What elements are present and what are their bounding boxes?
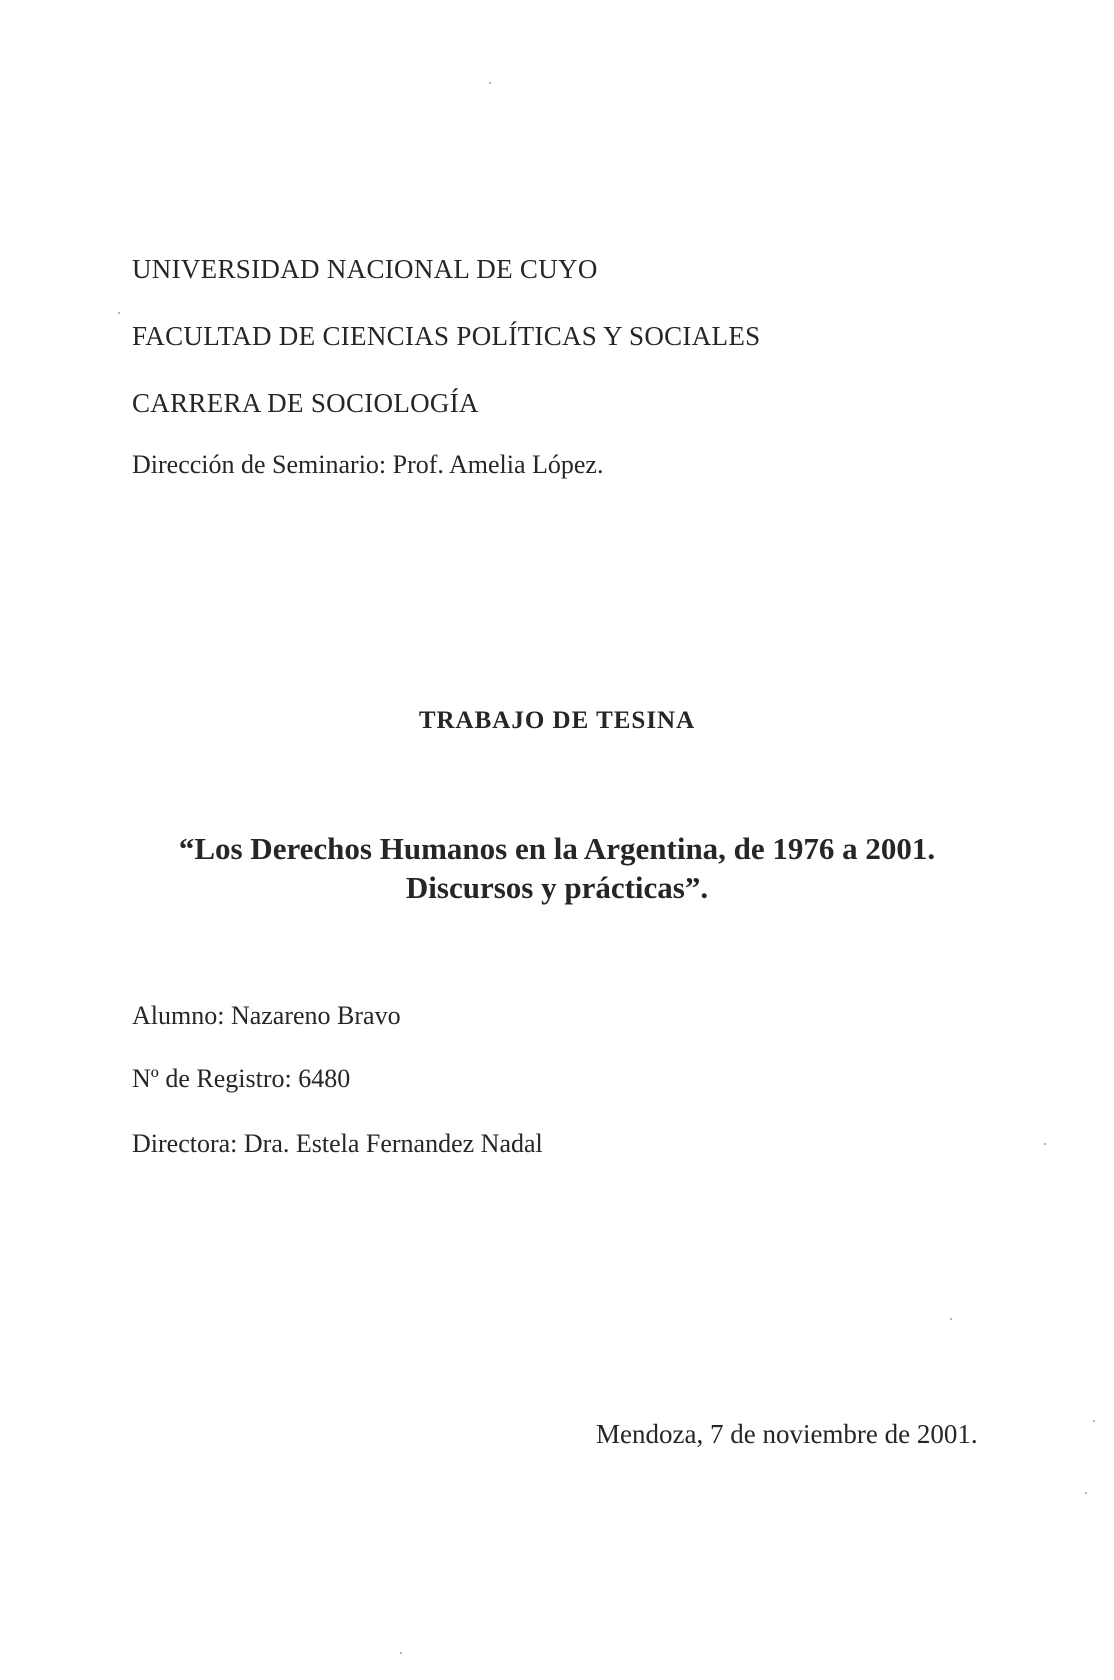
work-type-heading: TRABAJO DE TESINA bbox=[418, 707, 696, 734]
scan-speck bbox=[400, 1652, 402, 1654]
registry-number: Nº de Registro: 6480 bbox=[132, 1064, 351, 1093]
scan-speck bbox=[489, 82, 491, 84]
scan-speck bbox=[1093, 1420, 1095, 1422]
scan-speck bbox=[1044, 1143, 1046, 1145]
seminar-direction: Dirección de Seminario: Prof. Amelia López. bbox=[132, 450, 604, 479]
student-name: Alumno: Nazareno Bravo bbox=[132, 1001, 401, 1030]
faculty-name: FACULTAD DE CIENCIAS POLÍTICAS Y SOCIALES bbox=[132, 321, 761, 351]
scan-speck bbox=[118, 312, 120, 314]
scan-speck bbox=[1085, 1492, 1087, 1494]
career-name: CARRERA DE SOCIOLOGÍA bbox=[132, 388, 479, 418]
thesis-director: Directora: Dra. Estela Fernandez Nadal bbox=[132, 1129, 543, 1158]
university-name: UNIVERSIDAD NACIONAL DE CUYO bbox=[132, 254, 598, 284]
thesis-title-line-1: “Los Derechos Humanos en la Argentina, de 1976 a 2001. bbox=[178, 831, 936, 866]
place-and-date: Mendoza, 7 de noviembre de 2001. bbox=[596, 1419, 978, 1449]
scan-speck bbox=[950, 1318, 952, 1320]
thesis-title-line-2: Discursos y prácticas”. bbox=[405, 870, 709, 905]
